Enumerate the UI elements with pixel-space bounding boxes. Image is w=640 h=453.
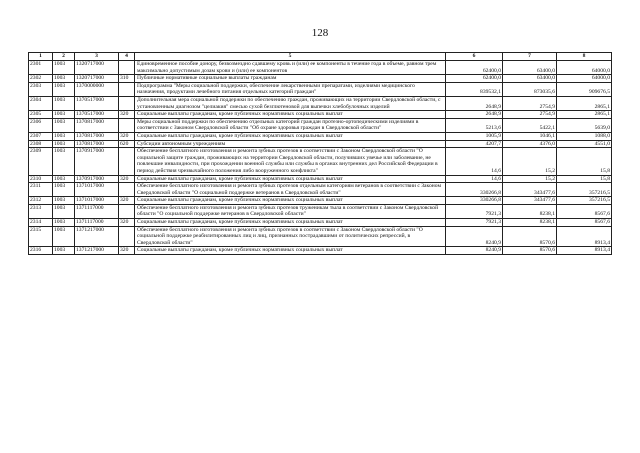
target-article-cell: 1320717000 — [75, 75, 119, 83]
row-number-cell: 2301 — [29, 61, 53, 75]
header-row — [29, 53, 612, 61]
amount-year2-cell: 15,2 — [503, 148, 557, 175]
table-row — [29, 148, 612, 175]
amount-year3-cell: 357216,5 — [557, 183, 612, 197]
description-cell: Обеспечение бесплатного изготовления и ремонта зубных протезов труженикам тыла в соответствии с Законом Свердловской области "О социальной поддержке ветеранов в Свердловской области" — [135, 204, 446, 218]
target-article-cell: 1371117000 — [75, 219, 119, 227]
header-cell: 1 — [29, 53, 53, 61]
amount-year2-cell: 8570,6 — [503, 226, 557, 247]
section-code-cell: 1003 — [53, 140, 75, 148]
section-code-cell: 1003 — [53, 226, 75, 247]
amount-year2-cell: 63400,0 — [503, 75, 557, 83]
amount-year2-cell: 1046,1 — [503, 132, 557, 140]
amount-year3-cell: 5639,0 — [557, 118, 612, 132]
amount-year1-cell: 330266,8 — [446, 183, 503, 197]
amount-year1-cell: 1005,9 — [446, 132, 503, 140]
description-cell: Социальные выплаты гражданам, кроме публичных нормативных социальных выплат — [135, 175, 446, 183]
amount-year1-cell: 5213,6 — [446, 118, 503, 132]
table-row — [29, 111, 612, 119]
section-code-cell: 1003 — [53, 132, 75, 140]
row-number-cell: 2307 — [29, 132, 53, 140]
row-number-cell: 2310 — [29, 175, 53, 183]
target-article-cell: 1370917000 — [75, 148, 119, 175]
description-cell: Обеспечение бесплатного изготовления и ремонта зубных протезов в соответствии с Законом Свердловской области "О социальной защите граждан, проживающих на территории Свердловской области, получивших увечье или заболевание, не повлекшие инвалидности, при прохождении военной службы или службы в органах внутренних дел Российской Федерации в период действия чрезвычайного положения либо вооруженного конфликта" — [135, 148, 446, 175]
expense-type-cell: 320 — [119, 219, 135, 227]
row-number-cell: 2311 — [29, 183, 53, 197]
amount-year2-cell: 8238,1 — [503, 204, 557, 218]
expense-type-cell: 320 — [119, 111, 135, 119]
amount-year1-cell: 2648,9 — [446, 111, 503, 119]
description-cell: Дополнительная мера социальной поддержки по обеспечению граждан, проживающих на территории Свердловской области, с установленным диагнозом "целиакия" смесью сухой безглютеновой для выпечки хлебобулочных изделий — [135, 96, 446, 110]
row-number-cell: 2302 — [29, 75, 53, 83]
amount-year3-cell: 909676,5 — [557, 82, 612, 96]
amount-year1-cell: 62400,0 — [446, 75, 503, 83]
amount-year2-cell: 8238,1 — [503, 219, 557, 227]
amount-year3-cell: 15,8 — [557, 148, 612, 175]
header-cell: 7 — [503, 53, 557, 61]
table-row — [29, 226, 612, 247]
row-number-cell: 2306 — [29, 118, 53, 132]
amount-year2-cell: 8570,6 — [503, 247, 557, 255]
target-article-cell: 1370817000 — [75, 118, 119, 132]
amount-year1-cell: 839532,1 — [446, 82, 503, 96]
table-row — [29, 61, 612, 75]
amount-year3-cell: 8913,4 — [557, 247, 612, 255]
table-row — [29, 247, 612, 255]
table-row — [29, 183, 612, 197]
target-article-cell: 1371217000 — [75, 226, 119, 247]
target-article-cell: 1371117000 — [75, 204, 119, 218]
section-code-cell: 1003 — [53, 247, 75, 255]
amount-year3-cell: 2865,1 — [557, 96, 612, 110]
expense-type-cell: 310 — [119, 75, 135, 83]
table-row — [29, 204, 612, 218]
section-code-cell: 1003 — [53, 96, 75, 110]
amount-year1-cell: 330266,8 — [446, 197, 503, 205]
table-row — [29, 140, 612, 148]
amount-year1-cell: 8240,9 — [446, 226, 503, 247]
header-cell: 8 — [557, 53, 612, 61]
expense-type-cell: 620 — [119, 140, 135, 148]
description-cell: Меры социальной поддержки по обеспечению отдельных категорий граждан протезно-ортопедическими изделиями в соответствии с Законом Свердловской области "Об охране здоровья граждан в Свердловской области" — [135, 118, 446, 132]
section-code-cell: 1003 — [53, 111, 75, 119]
table-row — [29, 197, 612, 205]
row-number-cell: 2315 — [29, 226, 53, 247]
amount-year1-cell: 2648,9 — [446, 96, 503, 110]
expense-type-cell — [119, 183, 135, 197]
table-row — [29, 175, 612, 183]
expense-type-cell — [119, 148, 135, 175]
target-article-cell: 1370000000 — [75, 82, 119, 96]
expense-type-cell: 320 — [119, 175, 135, 183]
section-code-cell: 1003 — [53, 61, 75, 75]
amount-year3-cell: 64000,0 — [557, 75, 612, 83]
header-cell: 3 — [75, 53, 119, 61]
section-code-cell: 1003 — [53, 219, 75, 227]
row-number-cell: 2313 — [29, 204, 53, 218]
target-article-cell: 1320717000 — [75, 61, 119, 75]
amount-year1-cell: 4207,7 — [446, 140, 503, 148]
header-cell: 6 — [446, 53, 503, 61]
amount-year3-cell: 357216,5 — [557, 197, 612, 205]
amount-year1-cell: 14,6 — [446, 175, 503, 183]
table-row — [29, 132, 612, 140]
expense-type-cell — [119, 226, 135, 247]
section-code-cell: 1003 — [53, 148, 75, 175]
header-cell: 2 — [53, 53, 75, 61]
table-row — [29, 96, 612, 110]
expense-type-cell — [119, 96, 135, 110]
expense-type-cell — [119, 82, 135, 96]
expense-type-cell — [119, 204, 135, 218]
amount-year1-cell: 14,6 — [446, 148, 503, 175]
description-cell: Субсидии автономным учреждениям — [135, 140, 446, 148]
amount-year2-cell: 2754,9 — [503, 111, 557, 119]
amount-year1-cell: 8240,9 — [446, 247, 503, 255]
table-row — [29, 219, 612, 227]
table-row — [29, 118, 612, 132]
amount-year1-cell: 62400,0 — [446, 61, 503, 75]
amount-year3-cell: 1088,0 — [557, 132, 612, 140]
target-article-cell: 1370517000 — [75, 96, 119, 110]
row-number-cell: 2314 — [29, 219, 53, 227]
amount-year3-cell: 8567,6 — [557, 219, 612, 227]
description-cell: Социальные выплаты гражданам, кроме публичных нормативных социальных выплат — [135, 111, 446, 119]
expense-type-cell — [119, 61, 135, 75]
page-number: 128 — [311, 27, 329, 39]
row-number-cell: 2305 — [29, 111, 53, 119]
amount-year3-cell: 8567,6 — [557, 204, 612, 218]
header-cell: 5 — [135, 53, 446, 61]
amount-year2-cell: 2754,9 — [503, 96, 557, 110]
expense-type-cell: 320 — [119, 132, 135, 140]
description-cell: Публичные нормативные социальные выплаты гражданам — [135, 75, 446, 83]
row-number-cell: 2309 — [29, 148, 53, 175]
amount-year1-cell: 7921,3 — [446, 219, 503, 227]
expense-type-cell: 320 — [119, 247, 135, 255]
target-article-cell: 1370817000 — [75, 140, 119, 148]
description-cell: Обеспечение бесплатного изготовления и ремонта зубных протезов отдельным категориям ветеранов в соответствии с Законом Свердловской области "О социальной поддержке ветеранов в Свердловской области" — [135, 183, 446, 197]
amount-year2-cell: 343477,6 — [503, 183, 557, 197]
budget-table — [28, 52, 612, 255]
section-code-cell: 1003 — [53, 75, 75, 83]
description-cell: Единовременное пособие донору, безвозмездно сдавшему кровь и (или) ее компоненты в течение года в объеме, равном трем максимально допустимым дозам крови и (или) ее компонентов — [135, 61, 446, 75]
description-cell: Социальные выплаты гражданам, кроме публичных нормативных социальных выплат — [135, 247, 446, 255]
section-code-cell: 1003 — [53, 204, 75, 218]
section-code-cell: 1003 — [53, 197, 75, 205]
target-article-cell: 1371217000 — [75, 247, 119, 255]
amount-year1-cell: 7921,3 — [446, 204, 503, 218]
section-code-cell: 1003 — [53, 175, 75, 183]
amount-year2-cell: 4376,0 — [503, 140, 557, 148]
description-cell: Социальные выплаты гражданам, кроме публичных нормативных социальных выплат — [135, 197, 446, 205]
expense-type-cell: 320 — [119, 197, 135, 205]
description-cell: Социальные выплаты гражданам, кроме публичных нормативных социальных выплат — [135, 219, 446, 227]
description-cell: Подпрограмма "Меры социальной поддержки, обеспечение лекарственными препаратами, изделиями медицинского назначения, продуктами лечебного питания отдельных категорий граждан" — [135, 82, 446, 96]
target-article-cell: 1370517000 — [75, 111, 119, 119]
description-cell: Обеспечение бесплатного изготовления и ремонта зубных протезов в соответствии с Законом Свердловской области "О социальной поддержке реабилитированных лиц и лиц, признанных пострадавшими от политических репрессий, в Свердловской области" — [135, 226, 446, 247]
target-article-cell: 1370817000 — [75, 132, 119, 140]
target-article-cell: 1370917000 — [75, 175, 119, 183]
section-code-cell: 1003 — [53, 118, 75, 132]
table-row — [29, 82, 612, 96]
description-cell: Социальные выплаты гражданам, кроме публичных нормативных социальных выплат — [135, 132, 446, 140]
section-code-cell: 1003 — [53, 183, 75, 197]
row-number-cell: 2308 — [29, 140, 53, 148]
amount-year3-cell: 8913,4 — [557, 226, 612, 247]
amount-year2-cell: 15,2 — [503, 175, 557, 183]
amount-year3-cell: 2865,1 — [557, 111, 612, 119]
row-number-cell: 2304 — [29, 96, 53, 110]
row-number-cell: 2312 — [29, 197, 53, 205]
amount-year2-cell: 5422,1 — [503, 118, 557, 132]
amount-year2-cell: 343477,6 — [503, 197, 557, 205]
target-article-cell: 1371017000 — [75, 183, 119, 197]
amount-year3-cell: 64000,0 — [557, 61, 612, 75]
target-article-cell: 1371017000 — [75, 197, 119, 205]
row-number-cell: 2316 — [29, 247, 53, 255]
row-number-cell: 2303 — [29, 82, 53, 96]
header-cell: 4 — [119, 53, 135, 61]
table-row — [29, 75, 612, 83]
amount-year3-cell: 4551,0 — [557, 140, 612, 148]
amount-year2-cell: 873035,6 — [503, 82, 557, 96]
amount-year2-cell: 63400,0 — [503, 61, 557, 75]
amount-year3-cell: 15,8 — [557, 175, 612, 183]
section-code-cell: 1003 — [53, 82, 75, 96]
expense-type-cell — [119, 118, 135, 132]
